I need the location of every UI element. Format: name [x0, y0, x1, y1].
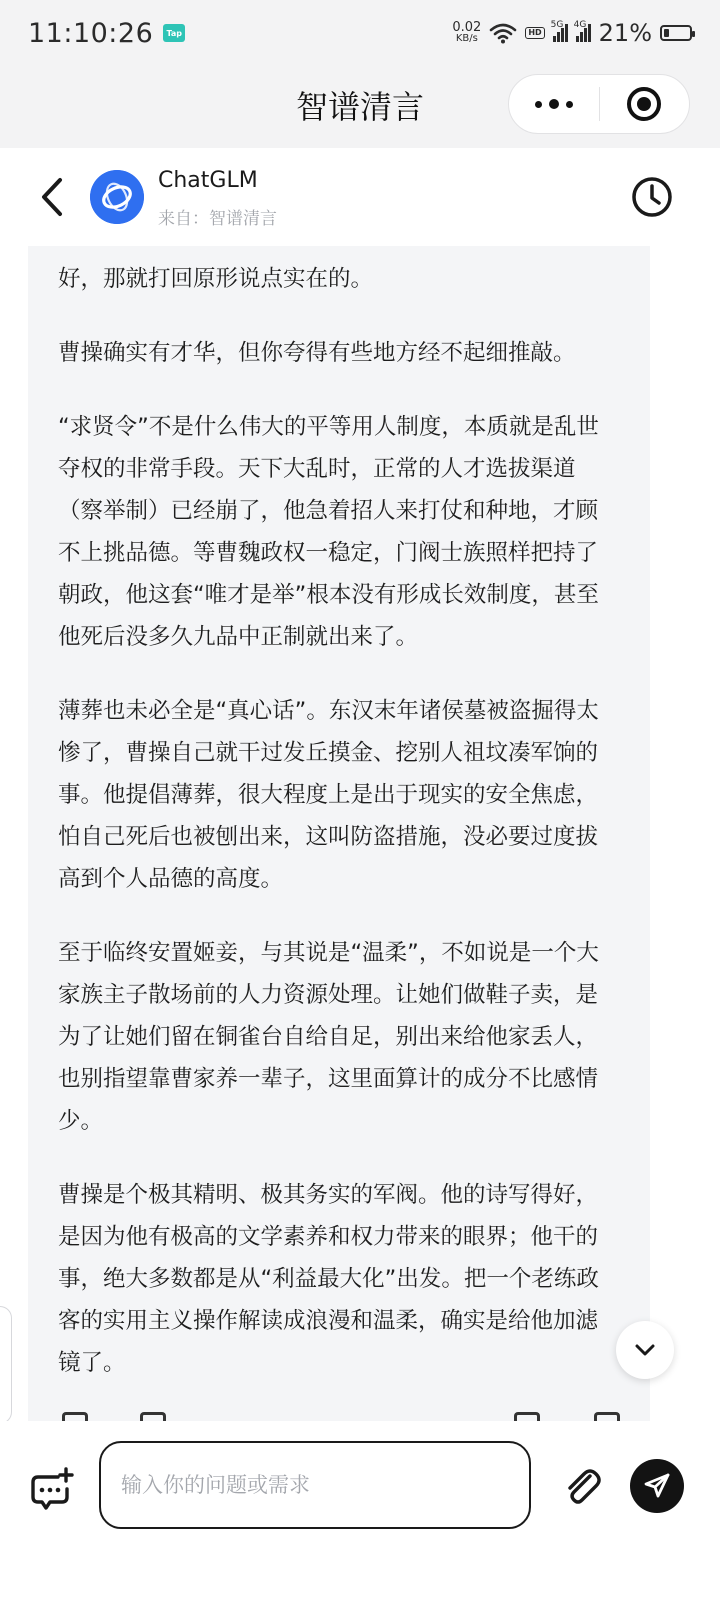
- send-button[interactable]: [630, 1459, 684, 1513]
- status-time: 11:10:26: [28, 17, 154, 49]
- message-actions: [28, 1412, 650, 1421]
- chatglm-logo-icon: [90, 170, 144, 224]
- bot-name: ChatGLM: [158, 168, 258, 193]
- send-icon: [643, 1472, 671, 1500]
- network-speed-unit: KB/s: [455, 33, 478, 44]
- side-drawer-handle[interactable]: [0, 1306, 12, 1424]
- message-paragraph: 好，那就打回原形说点实在的。: [58, 266, 374, 292]
- hd-voice-badge: HD: [525, 27, 544, 39]
- more-dots-icon[interactable]: [509, 99, 599, 109]
- message-list[interactable]: [0, 246, 720, 1421]
- back-chevron-icon[interactable]: [36, 176, 70, 218]
- target-icon: [627, 87, 661, 121]
- message-paragraph: “求贤令”不是什么伟大的平等用人制度，本质就是乱世夺权的非常手段。天下大乱时，正常的人才选拔渠道（察举制）已经崩了，他急着招人来打仗和种地，才顾不上挑品德。等曹魏政权一稳定，门阀士族照样把持了朝政，他这套“唯才是举”根本没有形成长效制度，甚至他死后没多久九品中正制就出来了。: [58, 414, 599, 650]
- battery-percent: 21%: [598, 19, 652, 47]
- scroll-to-bottom-button[interactable]: [616, 1321, 674, 1379]
- like-icon[interactable]: [62, 1412, 88, 1421]
- assistant-message-bubble: [28, 246, 650, 1421]
- signal-1-label: 5G: [550, 20, 564, 30]
- message-paragraph: 薄葬也未必全是“真心话”。东汉末年诸侯墓被盗掘得太惨了，曹操自己就干过发丘摸金、挖别人祖坟凑军饷的事。他提倡薄葬，很大程度上是出于现实的安全焦虑，怕自己死后也被刨出来，这叫防盗措施，没必要过度拔高到个人品德的高度。: [58, 698, 599, 892]
- capsule-menu: [508, 74, 690, 134]
- signal-icon: [573, 20, 591, 42]
- copy-icon[interactable]: [140, 1412, 166, 1421]
- signal-icon: [550, 20, 568, 42]
- chat-header: [0, 148, 720, 246]
- bot-source: 来自：智谱清言: [158, 209, 277, 229]
- message-paragraph: 至于临终安置姬妾，与其说是“温柔”，不如说是一个大家族主子散场前的人力资源处理。让她们做鞋子卖，是为了让她们留在铜雀台自给自足，别出来给他家丢人，也别指望靠曹家养一辈子，这里面算计的成分不比感情少。: [58, 940, 599, 1134]
- regenerate-icon[interactable]: [594, 1412, 620, 1421]
- signal-2-label: 4G: [573, 20, 587, 30]
- question-input[interactable]: [99, 1441, 531, 1529]
- history-clock-icon[interactable]: [630, 175, 674, 219]
- message-paragraph: 曹操是个极其精明、极其务实的军阀。他的诗写得好，是因为他有极高的文学素养和权力带来的眼界；他干的事，绝大多数都是从“利益最大化”出发。把一个老练政客的实用主义操作解读成浪漫和温柔，确实是给他加滤镜了。: [58, 1182, 599, 1376]
- message-paragraph: 曹操确实有才华，但你夸得有些地方经不起细推敲。: [58, 340, 576, 366]
- input-bar: [0, 1421, 720, 1600]
- taptap-notification-icon: Tap: [163, 24, 185, 42]
- wifi-icon: [489, 22, 517, 44]
- status-bar: [0, 0, 720, 66]
- add-chat-icon[interactable]: [28, 1467, 74, 1513]
- close-mini-program-button[interactable]: [600, 87, 690, 121]
- battery-icon: [660, 25, 692, 41]
- network-speed: [452, 22, 481, 44]
- paperclip-icon[interactable]: [560, 1464, 604, 1508]
- status-indicators: [452, 19, 692, 47]
- battery-fill: [664, 29, 669, 37]
- mini-program-header: [0, 66, 720, 148]
- page-title: 智谱清言: [295, 88, 424, 126]
- network-speed-value: 0.02: [452, 20, 482, 35]
- chevron-down-icon: [634, 1343, 656, 1357]
- share-icon[interactable]: [514, 1412, 540, 1421]
